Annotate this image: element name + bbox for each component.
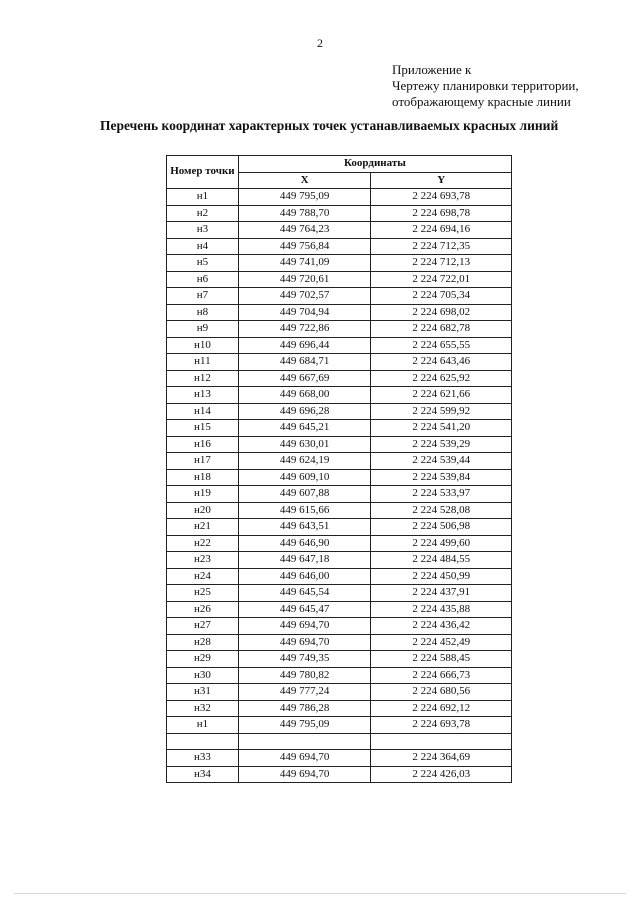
cell-point-number: н17 — [167, 453, 239, 470]
table-row — [167, 271, 512, 288]
cell-point-number: н1 — [167, 717, 239, 734]
table-row — [167, 585, 512, 602]
cell-x: 449 720,61 — [238, 271, 371, 288]
cell-y: 2 224 621,66 — [371, 387, 512, 404]
cell-point-number — [167, 733, 239, 750]
table-row — [167, 337, 512, 354]
page-number: 2 — [317, 36, 323, 50]
cell-x: 449 741,09 — [238, 255, 371, 272]
cell-x: 449 645,54 — [238, 585, 371, 602]
table-row — [167, 370, 512, 387]
cell-x: 449 668,00 — [238, 387, 371, 404]
cell-x: 449 609,10 — [238, 469, 371, 486]
cell-point-number: н11 — [167, 354, 239, 371]
cell-y: 2 224 435,88 — [371, 601, 512, 618]
cell-point-number: н34 — [167, 766, 239, 783]
cell-point-number: н6 — [167, 271, 239, 288]
cell-point-number: н5 — [167, 255, 239, 272]
table-body — [167, 189, 512, 783]
table-row — [167, 486, 512, 503]
table-row — [167, 634, 512, 651]
cell-y: 2 224 693,78 — [371, 189, 512, 206]
table-row — [167, 601, 512, 618]
cell-point-number: н16 — [167, 436, 239, 453]
cell-x: 449 786,28 — [238, 700, 371, 717]
cell-x: 449 607,88 — [238, 486, 371, 503]
header-x: X — [238, 172, 371, 189]
annex-line-2: Чертежу планировки территории, — [392, 78, 579, 93]
header-y: Y — [371, 172, 512, 189]
cell-y: 2 224 436,42 — [371, 618, 512, 635]
cell-y: 2 224 437,91 — [371, 585, 512, 602]
table-row — [167, 535, 512, 552]
table-row — [167, 568, 512, 585]
coordinates-table — [166, 155, 512, 783]
cell-x: 449 646,90 — [238, 535, 371, 552]
table-row — [167, 733, 512, 750]
cell-point-number: н26 — [167, 601, 239, 618]
cell-x: 449 696,44 — [238, 337, 371, 354]
table-row — [167, 288, 512, 305]
cell-point-number: н1 — [167, 189, 239, 206]
cell-point-number: н13 — [167, 387, 239, 404]
cell-y: 2 224 484,55 — [371, 552, 512, 569]
cell-y: 2 224 499,60 — [371, 535, 512, 552]
cell-point-number: н10 — [167, 337, 239, 354]
table-row — [167, 766, 512, 783]
table-row — [167, 255, 512, 272]
cell-y: 2 224 692,12 — [371, 700, 512, 717]
cell-x: 449 696,28 — [238, 403, 371, 420]
cell-point-number: н22 — [167, 535, 239, 552]
table-row — [167, 321, 512, 338]
annex-caption — [392, 62, 579, 110]
cell-point-number: н24 — [167, 568, 239, 585]
cell-point-number: н20 — [167, 502, 239, 519]
cell-x: 449 704,94 — [238, 304, 371, 321]
cell-y: 2 224 698,78 — [371, 205, 512, 222]
cell-y: 2 224 450,99 — [371, 568, 512, 585]
cell-y: 2 224 364,69 — [371, 750, 512, 767]
cell-point-number: н21 — [167, 519, 239, 536]
cell-x: 449 643,51 — [238, 519, 371, 536]
cell-x: 449 667,69 — [238, 370, 371, 387]
table-row — [167, 403, 512, 420]
cell-x: 449 749,35 — [238, 651, 371, 668]
cell-y: 2 224 506,98 — [371, 519, 512, 536]
table-row — [167, 222, 512, 239]
header-coordinates: Координаты — [238, 156, 511, 173]
cell-x: 449 764,23 — [238, 222, 371, 239]
cell-x: 449 756,84 — [238, 238, 371, 255]
cell-y: 2 224 541,20 — [371, 420, 512, 437]
cell-x: 449 694,70 — [238, 634, 371, 651]
table-row — [167, 387, 512, 404]
table-row — [167, 667, 512, 684]
table-row — [167, 354, 512, 371]
cell-x: 449 722,86 — [238, 321, 371, 338]
header-point-number: Номер точки — [167, 156, 239, 189]
cell-y: 2 224 533,97 — [371, 486, 512, 503]
cell-x: 449 646,00 — [238, 568, 371, 585]
cell-point-number: н27 — [167, 618, 239, 635]
cell-y: 2 224 722,01 — [371, 271, 512, 288]
table-row — [167, 453, 512, 470]
table-row — [167, 238, 512, 255]
cell-y: 2 224 712,35 — [371, 238, 512, 255]
table-row — [167, 717, 512, 734]
page-edge-line — [14, 893, 626, 894]
cell-y: 2 224 539,84 — [371, 469, 512, 486]
table-row — [167, 420, 512, 437]
cell-x: 449 624,19 — [238, 453, 371, 470]
cell-point-number: н9 — [167, 321, 239, 338]
table-row — [167, 436, 512, 453]
cell-x: 449 795,09 — [238, 189, 371, 206]
table-row — [167, 469, 512, 486]
cell-point-number: н4 — [167, 238, 239, 255]
cell-y — [371, 733, 512, 750]
cell-y: 2 224 680,56 — [371, 684, 512, 701]
cell-x: 449 694,70 — [238, 750, 371, 767]
cell-point-number: н3 — [167, 222, 239, 239]
cell-x: 449 694,70 — [238, 766, 371, 783]
cell-x: 449 647,18 — [238, 552, 371, 569]
annex-line-3: отображающему красные линии — [392, 94, 571, 109]
table-row — [167, 304, 512, 321]
cell-x: 449 780,82 — [238, 667, 371, 684]
cell-x: 449 630,01 — [238, 436, 371, 453]
table-row — [167, 519, 512, 536]
annex-line-1: Приложение к — [392, 62, 472, 77]
cell-point-number: н25 — [167, 585, 239, 602]
table-row — [167, 684, 512, 701]
cell-x: 449 684,71 — [238, 354, 371, 371]
cell-y: 2 224 599,92 — [371, 403, 512, 420]
cell-x: 449 694,70 — [238, 618, 371, 635]
cell-x: 449 645,47 — [238, 601, 371, 618]
cell-point-number: н7 — [167, 288, 239, 305]
cell-y: 2 224 625,92 — [371, 370, 512, 387]
cell-y: 2 224 693,78 — [371, 717, 512, 734]
table-row — [167, 700, 512, 717]
cell-y: 2 224 666,73 — [371, 667, 512, 684]
document-title: Перечень координат характерных точек устанавливаемых красных линий — [100, 118, 559, 133]
table-row — [167, 189, 512, 206]
cell-point-number: н8 — [167, 304, 239, 321]
cell-x — [238, 733, 371, 750]
cell-y: 2 224 698,02 — [371, 304, 512, 321]
cell-point-number: н31 — [167, 684, 239, 701]
cell-y: 2 224 655,55 — [371, 337, 512, 354]
cell-point-number: н28 — [167, 634, 239, 651]
table-row — [167, 552, 512, 569]
table-row — [167, 205, 512, 222]
cell-point-number: н2 — [167, 205, 239, 222]
cell-point-number: н18 — [167, 469, 239, 486]
cell-y: 2 224 682,78 — [371, 321, 512, 338]
cell-x: 449 777,24 — [238, 684, 371, 701]
cell-point-number: н30 — [167, 667, 239, 684]
table-row — [167, 618, 512, 635]
table-row — [167, 502, 512, 519]
cell-x: 449 615,66 — [238, 502, 371, 519]
cell-x: 449 795,09 — [238, 717, 371, 734]
cell-y: 2 224 705,34 — [371, 288, 512, 305]
cell-y: 2 224 539,29 — [371, 436, 512, 453]
cell-point-number: н15 — [167, 420, 239, 437]
cell-y: 2 224 643,46 — [371, 354, 512, 371]
cell-point-number: н32 — [167, 700, 239, 717]
cell-y: 2 224 528,08 — [371, 502, 512, 519]
cell-y: 2 224 426,03 — [371, 766, 512, 783]
cell-point-number: н14 — [167, 403, 239, 420]
cell-point-number: н29 — [167, 651, 239, 668]
cell-y: 2 224 539,44 — [371, 453, 512, 470]
cell-point-number: н33 — [167, 750, 239, 767]
table-row — [167, 750, 512, 767]
cell-x: 449 645,21 — [238, 420, 371, 437]
cell-y: 2 224 694,16 — [371, 222, 512, 239]
cell-x: 449 702,57 — [238, 288, 371, 305]
cell-point-number: н12 — [167, 370, 239, 387]
cell-point-number: н23 — [167, 552, 239, 569]
cell-x: 449 788,70 — [238, 205, 371, 222]
cell-y: 2 224 712,13 — [371, 255, 512, 272]
table-header — [167, 156, 512, 189]
table-row — [167, 651, 512, 668]
cell-y: 2 224 588,45 — [371, 651, 512, 668]
cell-point-number: н19 — [167, 486, 239, 503]
cell-y: 2 224 452,49 — [371, 634, 512, 651]
